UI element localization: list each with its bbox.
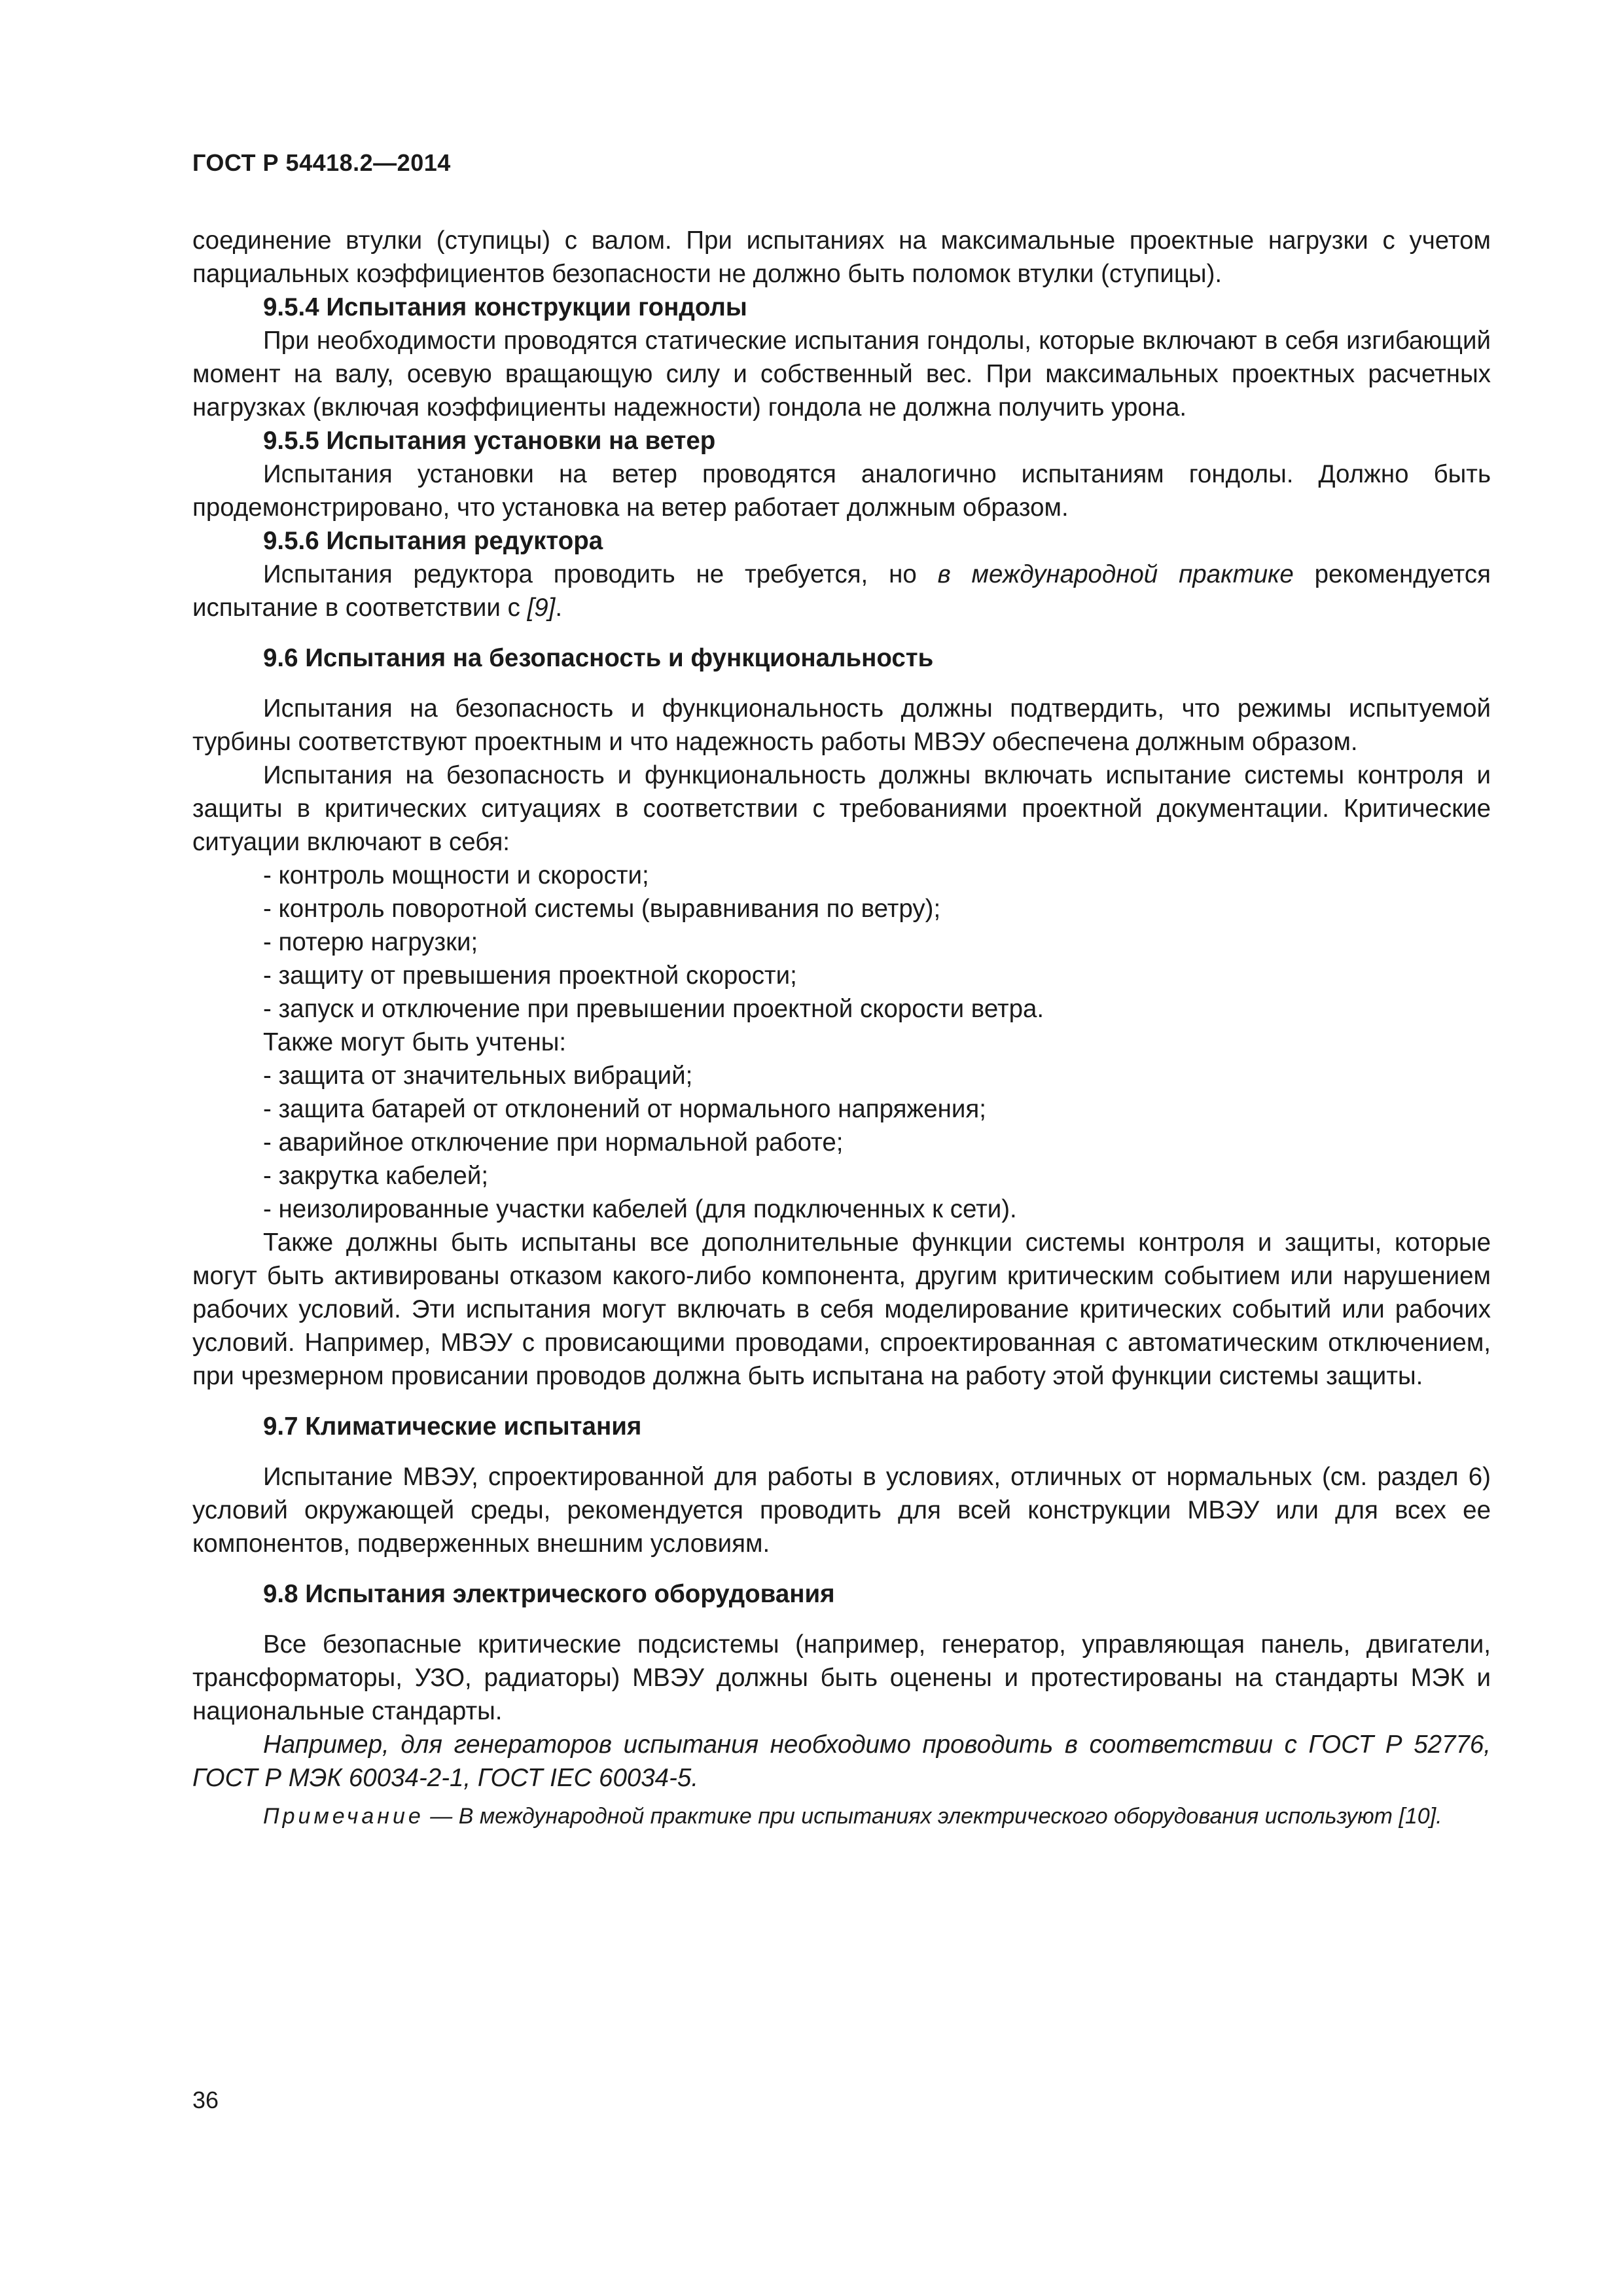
paragraph-example: Например, для генераторов испытания необходимо проводить в соответствии с ГОСТ Р 52776, ГОСТ Р МЭК 60034-2-1, ГОСТ IEC 60034-5. [192,1731,1491,1792]
paragraph-9-7: Испытание МВЭУ, спроектированной для работы в условиях, отличных от нормальных (см. раздел 6) условий окружающей среды, рекомендуется проводить для всей конструкции МВЭУ или для всех ее компонентов, подверженных внешним условиям. [192,1463,1491,1558]
list-item: - потерю нагрузки; [263,928,478,956]
list-item: - защита от значительных вибраций; [263,1062,693,1090]
note-label: Примечание [263,1804,424,1829]
paragraph-9-6-3: Также должны быть испытаны все дополнительные функции системы контроля и защиты, которые могут быть активированы отказом какого-либо компонента, другим критическим событием или нарушением рабочих условий. Эти испытания могут включать в себя моделирование критических событий или рабочих условий. Например, МВЭУ с провисающими проводами, спроектированная с автоматическим отключением, при чрезмерном провисании проводов должна быть испытана на работу этой функции системы защиты. [192,1229,1491,1390]
page-number: 36 [192,2087,219,2113]
paragraph-9-6-1: Испытания на безопасность и функциональность должны подтвердить, что режимы испытуемой турбины соответствуют проектным и что надежность работы МВЭУ обеспечена должным образом. [192,694,1491,756]
paragraph-9-6-2: Испытания на безопасность и функциональность должны включать испытание системы контроля и защиты в критических ситуациях в соответствии с требованиями проектной документации. Критические ситуации включают в себя: [192,761,1491,856]
text-run: . [555,594,563,622]
list-item: - запуск и отключение при превышении проектной скорости ветра. [263,995,1044,1023]
list-item: - защита батарей от отклонений от нормального напряжения; [263,1095,986,1123]
list-item: - защиту от превышения проектной скорости; [263,961,797,990]
heading-9-7: 9.7 Климатические испытания [263,1412,642,1441]
list-item: - контроль поворотной системы (выравнивания по ветру); [263,895,941,923]
document-body [192,224,1491,1831]
list-item: - неизолированные участки кабелей (для подключенных к сети). [263,1195,1017,1223]
document-page [192,0,1491,2296]
list-item: - аварийное отключение при нормальной работе; [263,1128,844,1157]
paragraph-9-5-5: Испытания установки на ветер проводятся аналогично испытаниям гондолы. Должно быть продемонстрировано, что установка на ветер работает должным образом. [192,460,1491,522]
heading-9-5-6: 9.5.6 Испытания редуктора [263,527,603,555]
paragraph-also: Также могут быть учтены: [263,1028,567,1056]
text-run-italic: в международной практике [937,560,1294,588]
document-code-header: ГОСТ Р 54418.2—2014 [192,149,451,176]
text-run: рекомендуется испытание в соответствии с [192,560,1491,622]
list-item: - контроль мощности и скорости; [263,861,649,889]
reference-link: [9] [527,594,556,622]
list-item: - закрутка кабелей; [263,1162,489,1190]
note-text: — В международной практике при испытаниях электрического оборудования используют [10]. [423,1804,1442,1829]
heading-9-5-4: 9.5.4 Испытания конструкции гондолы [263,293,747,321]
paragraph-9-5-4: При необходимости проводятся статические испытания гондолы, которые включают в себя изгибающий момент на валу, осевую вращающую силу и собственный вес. При максимальных проектных расчетных нагрузках (включая коэффициенты надежности) гондола не должна получить урона. [192,327,1491,422]
text-run: Испытания редуктора проводить не требуется, но [263,560,938,588]
paragraph-9-8: Все безопасные критические подсистемы (например, генератор, управляющая панель, двигатели, трансформаторы, УЗО, радиаторы) МВЭУ должны быть оценены и протестированы на стандарты МЭК и национальные стандарты. [192,1630,1491,1725]
paragraph-9-5-6 [192,558,1491,624]
heading-9-6: 9.6 Испытания на безопасность и функциональность [263,644,934,672]
heading-9-5-5: 9.5.5 Испытания установки на ветер [263,427,716,455]
note [192,1801,1491,1831]
paragraph-intro: соединение втулки (ступицы) с валом. При испытаниях на максимальные проектные нагрузки с учетом парциальных коэффициентов безопасности не должно быть поломок втулки (ступицы). [192,226,1491,288]
heading-9-8: 9.8 Испытания электрического оборудования [263,1580,835,1608]
